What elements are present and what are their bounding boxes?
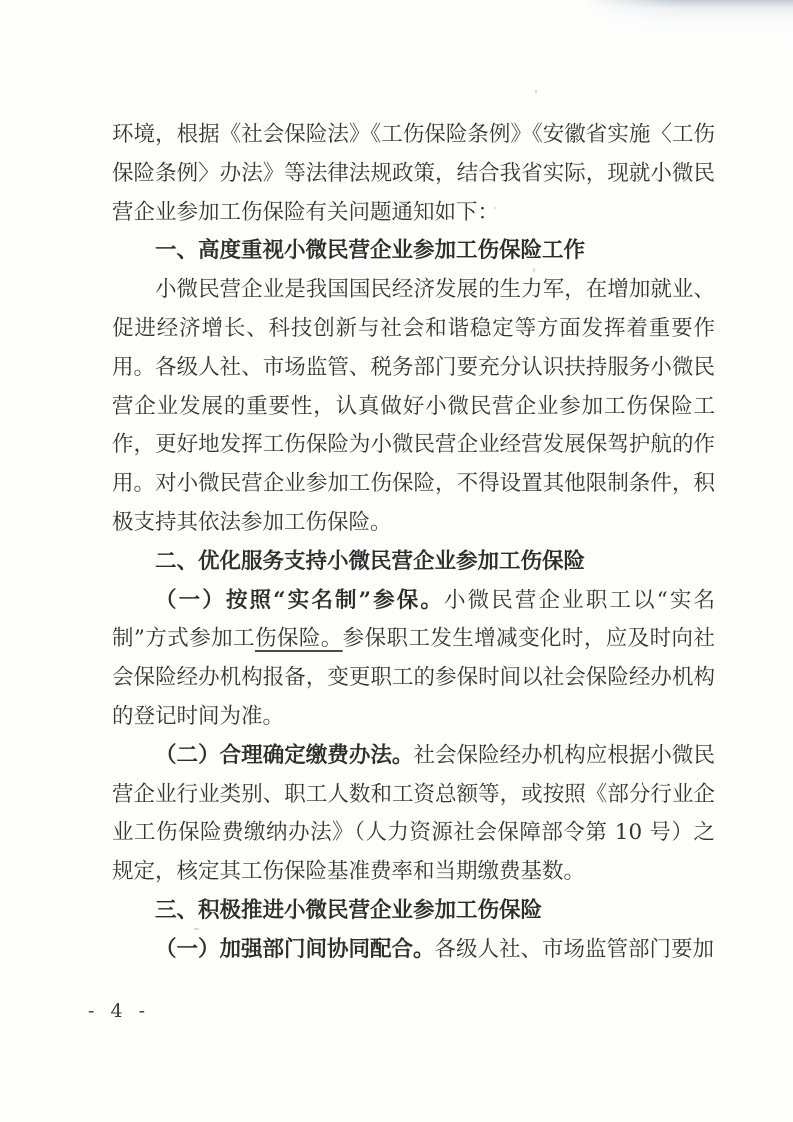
section-2-item-2-text: 社会保险经办机构应根据小微民营企业行业类别、职工人数和工资总额等，或按照《部分行业企业工伤保险费缴纳办法》（人力资源社会保障部令第 10 号）之规定，核定其工伤保险基准费率和当期缴费基数。 — [112, 742, 715, 885]
section-1-heading: 一、高度重视小微民营企业参加工伤保险工作 — [155, 238, 586, 264]
pen-underlined-text: 伤保险。 — [254, 626, 343, 652]
section-2-item-1-text: 小微民营企业职工以“实名制”方式参加工 — [112, 587, 715, 652]
section-3-item-1-text: 各级人社、市场监管部门要加 — [434, 936, 715, 962]
page-number: - 4 - — [88, 1000, 151, 1022]
scan-speck — [535, 90, 537, 93]
document-body — [112, 116, 715, 970]
section-3-item-1-lead: （一）加强部门间协同配合。 — [155, 936, 435, 962]
section-2-item-1-lead: （一）按照“实名制”参保。 — [155, 587, 444, 613]
section-3-heading: 三、积极推进小微民营企业参加工伤保险 — [155, 897, 543, 923]
section-2-heading: 二、优化服务支持小微民营企业参加工伤保险 — [155, 548, 586, 574]
section-1-paragraph: 小微民营企业是我国国民经济发展的生力军，在增加就业、促进经济增长、科技创新与社会和谐稳定等方面发挥着重要作用。各级人社、市场监管、税务部门要充分认识扶持服务小微民营企业发展的重要性，认真做好小微民营企业参加工伤保险工作，更好地发挥工伤保险为小微民营企业经营发展保驾护航的作用。对小微民营企业参加工伤保险，不得设置其他限制条件，积极支持其依法参加工伤保险。 — [112, 277, 715, 535]
scanner-edge-artifact — [583, 0, 793, 58]
section-2-item-1-paragraph — [112, 582, 715, 737]
section-2-item-2-lead: （二）合理确定缴费办法。 — [155, 742, 414, 768]
section-2-item-2-paragraph — [112, 737, 715, 892]
intro-paragraph: 环境，根据《社会保险法》《工伤保险条例》《安徽省实施〈工伤保险条例〉办法》等法律法规政策，结合我省实际，现就小微民营企业参加工伤保险有关问题通知如下： — [112, 122, 715, 225]
section-3-item-1-paragraph — [112, 931, 715, 970]
section-2-item-1-text-continued: 参保职工发生增减变化时，应及时向社会保险经办机构报备，变更职工的参保时间以社会保险经办机构的登记时间为准。 — [112, 626, 715, 729]
